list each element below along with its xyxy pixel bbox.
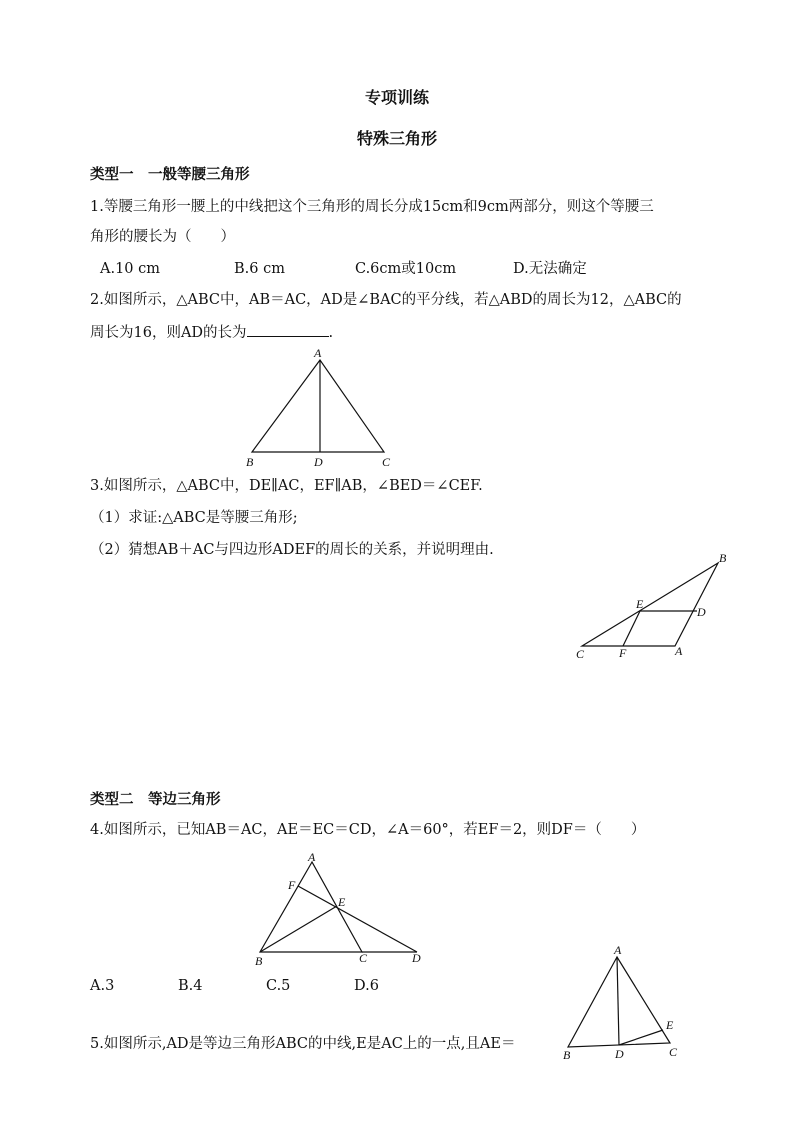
page-subtitle: 特殊三角形 <box>356 129 437 148</box>
section-heading-1: 类型一 一般等腰三角形 <box>90 167 250 183</box>
q5-label-c: C <box>669 1045 678 1059</box>
q2-label-a: A <box>314 346 322 360</box>
q2-label-b: B <box>246 455 254 469</box>
q2-label-c: C <box>382 455 391 469</box>
q4-label-c: C <box>359 951 368 965</box>
q3-label-f: F <box>619 646 627 660</box>
q5-segment-ad <box>617 957 619 1045</box>
q5-label-d: D <box>615 1047 624 1061</box>
q1-option-d: D.无法确定 <box>513 261 587 277</box>
q4-option-d: D.6 <box>354 978 379 994</box>
q1-option-a: A.10 cm <box>100 261 161 277</box>
q2-text-line1: 2.如图所示，△ABC中，AB＝AC，AD是∠BAC的平分线，若△ABD的周长为12，△ABC的 <box>90 292 682 308</box>
page-title: 专项训练 <box>364 88 429 107</box>
q1-text-line1: 1.等腰三角形一腰上的中线把这个三角形的周长分成15cm和9cm两部分，则这个等腰三 <box>90 199 654 215</box>
q4-label-e: E <box>338 895 346 909</box>
q3-label-a: A <box>675 644 683 658</box>
q4-label-d: D <box>412 951 421 965</box>
q2-label-d: D <box>314 455 323 469</box>
q3-label-c: C <box>576 647 585 661</box>
q3-text-line1: 3.如图所示，△ABC中，DE∥AC，EF∥AB，∠BED＝∠CEF. <box>90 478 483 494</box>
q4-option-a: A.3 <box>90 978 115 994</box>
q1-text-line2: 角形的腰长为（ ） <box>90 229 235 245</box>
q5-label-e: E <box>666 1018 674 1032</box>
q4-option-b: B.4 <box>178 978 203 994</box>
q4-label-b: B <box>255 954 263 968</box>
section-heading-2: 类型二 等边三角形 <box>90 792 221 808</box>
q4-text-line1: 4.如图所示，已知AB＝AC，AE＝EC＝CD，∠A＝60°，若EF＝2，则DF＝（ ） <box>90 822 646 838</box>
q5-segment-de <box>619 1030 663 1045</box>
q4-label-a: A <box>308 850 316 864</box>
q3-part1: （1）求证:△ABC是等腰三角形; <box>90 510 298 526</box>
q2-text-line2-pre: 周长为16，则AD的长为 <box>90 325 247 341</box>
q2-text-line2-post: . <box>328 325 334 341</box>
q4-option-c: C.5 <box>266 978 291 994</box>
q3-label-b: B <box>719 551 727 565</box>
q3-part2: （2）猜想AB＋AC与四边形ADEF的周长的关系，并说明理由. <box>90 542 494 558</box>
q1-option-c: C.6cm或10cm <box>355 261 457 277</box>
q3-label-e: E <box>636 597 644 611</box>
q1-option-b: B.6 cm <box>234 261 285 277</box>
q5-label-b: B <box>563 1048 571 1062</box>
q5-text-line1: 5.如图所示,AD是等边三角形ABC的中线,E是AC上的一点,且AE＝ <box>90 1036 516 1052</box>
q5-label-a: A <box>614 943 622 957</box>
q4-label-f: F <box>288 878 296 892</box>
q3-label-d: D <box>697 605 706 619</box>
